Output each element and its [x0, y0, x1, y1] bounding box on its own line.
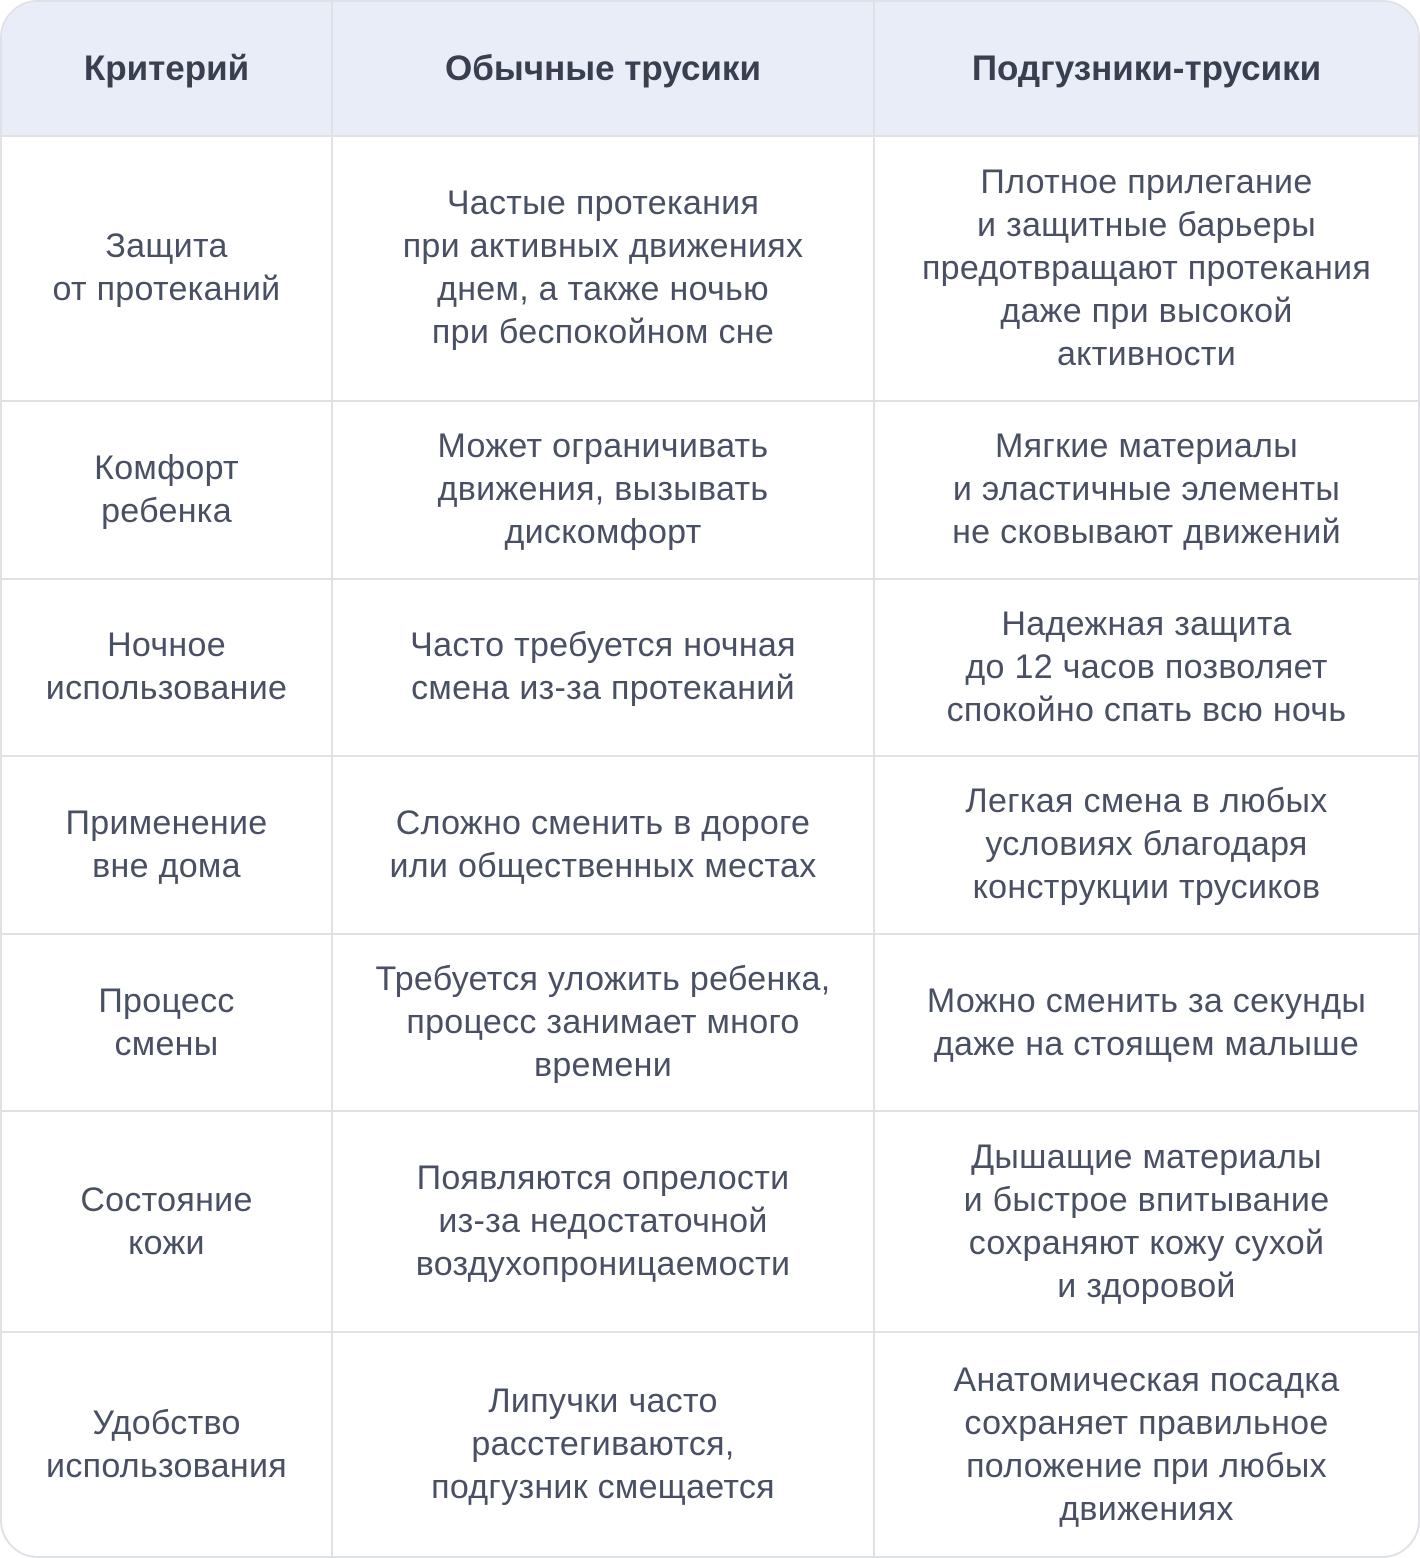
criterion-cell: Процесс смены: [2, 934, 332, 1112]
table-row: [2, 401, 1418, 579]
pants-cell: Плотное прилегание и защитные барьеры предотвращают протекания даже при высокой активности: [874, 136, 1418, 401]
table-header: [2, 2, 1418, 136]
criterion-cell: Ночное использование: [2, 579, 332, 757]
pants-cell: Анатомическая посадка сохраняет правильное положение при любых движениях: [874, 1332, 1418, 1556]
regular-cell: Может ограничивать движения, вызывать дискомфорт: [332, 401, 874, 579]
regular-cell: Часто требуется ночная смена из-за протеканий: [332, 579, 874, 757]
criterion-cell: Защита от протеканий: [2, 136, 332, 401]
table-body: [2, 136, 1418, 1556]
pants-cell: Надежная защита до 12 часов позволяет спокойно спать всю ночь: [874, 579, 1418, 757]
criterion-cell: Комфорт ребенка: [2, 401, 332, 579]
regular-cell: Появляются опрелости из-за недостаточной воздухопроницаемости: [332, 1111, 874, 1332]
pants-cell: Легкая смена в любых условиях благодаря конструкции трусиков: [874, 756, 1418, 934]
table-row: [2, 1111, 1418, 1332]
table-row: [2, 579, 1418, 757]
header-row: [2, 2, 1418, 136]
regular-cell: Требуется уложить ребенка, процесс занимает много времени: [332, 934, 874, 1112]
comparison-table: [2, 2, 1418, 1556]
regular-cell: Частые протекания при активных движениях днем, а также ночью при беспокойном сне: [332, 136, 874, 401]
pants-cell: Дышащие материалы и быстрое впитывание сохраняют кожу сухой и здоровой: [874, 1111, 1418, 1332]
header-diaper-pants: Подгузники-трусики: [874, 2, 1418, 136]
criterion-cell: Применение вне дома: [2, 756, 332, 934]
pants-cell: Можно сменить за секунды даже на стоящем малыше: [874, 934, 1418, 1112]
header-criterion: Критерий: [2, 2, 332, 136]
table-row: [2, 756, 1418, 934]
pants-cell: Мягкие материалы и эластичные элементы не сковывают движений: [874, 401, 1418, 579]
table-row: [2, 934, 1418, 1112]
criterion-cell: Удобство использования: [2, 1332, 332, 1556]
table-row: [2, 136, 1418, 401]
regular-cell: Сложно сменить в дороге или общественных местах: [332, 756, 874, 934]
header-regular-pants: Обычные трусики: [332, 2, 874, 136]
table-row: [2, 1332, 1418, 1556]
regular-cell: Липучки часто расстегиваются, подгузник смещается: [332, 1332, 874, 1556]
criterion-cell: Состояние кожи: [2, 1111, 332, 1332]
